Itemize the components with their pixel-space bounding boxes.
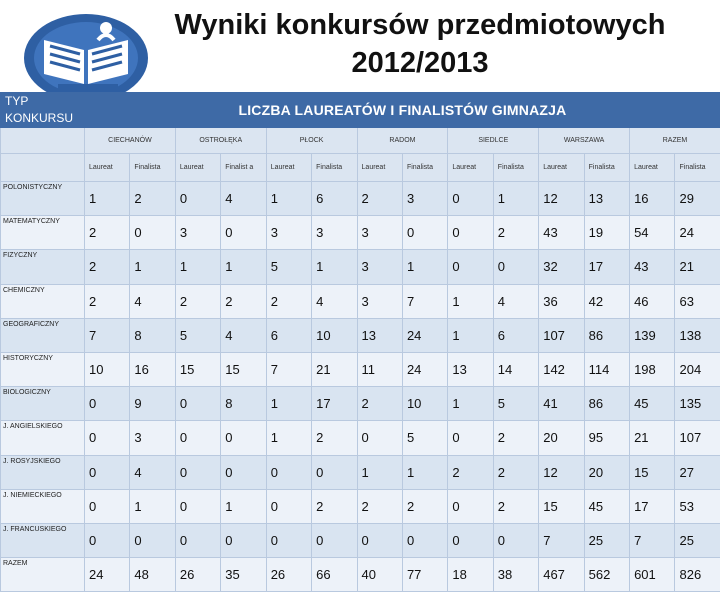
table-cell: 0: [448, 182, 493, 216]
table-cell: 3: [175, 216, 220, 250]
table-cell: 2: [130, 182, 175, 216]
row-label: J. ROSYJSKIEGO: [1, 455, 85, 489]
table-cell: 26: [266, 558, 311, 592]
sub-header-cell: Laureat: [175, 154, 220, 182]
title-line-2: 2012/2013: [160, 44, 680, 82]
table-cell: 107: [675, 421, 720, 455]
table-row: [1, 250, 720, 284]
table-cell: 826: [675, 558, 720, 592]
table-cell: 0: [221, 455, 266, 489]
district-header: RADOM: [357, 128, 448, 154]
table-cell: 15: [630, 455, 675, 489]
table-cell: 41: [539, 387, 584, 421]
table-cell: 13: [584, 182, 629, 216]
table-row: [1, 182, 720, 216]
row-label: MATEMATYCZNY: [1, 216, 85, 250]
table-cell: 0: [448, 250, 493, 284]
table-cell: 21: [630, 421, 675, 455]
table-cell: 10: [402, 387, 447, 421]
table-cell: 0: [266, 455, 311, 489]
table-cell: 2: [85, 284, 130, 318]
sub-header-cell: Laureat: [539, 154, 584, 182]
table-cell: 0: [266, 489, 311, 523]
row-label: HISTORYCZNY: [1, 352, 85, 386]
table-cell: 66: [312, 558, 357, 592]
sub-header-cell: Laureat: [266, 154, 311, 182]
sub-header-cell: Finalista: [675, 154, 720, 182]
table-cell: 0: [312, 523, 357, 557]
table-cell: 0: [221, 216, 266, 250]
table-body: [1, 182, 720, 592]
table-cell: 35: [221, 558, 266, 592]
table-cell: 7: [402, 284, 447, 318]
table-cell: 86: [584, 318, 629, 352]
table-cell: 4: [130, 284, 175, 318]
table-cell: 38: [493, 558, 538, 592]
district-header: PŁOCK: [266, 128, 357, 154]
table-cell: 46: [630, 284, 675, 318]
district-header: WARSZAWA: [539, 128, 630, 154]
table-cell: 12: [539, 182, 584, 216]
table-cell: 2: [85, 250, 130, 284]
sub-header-cell: Laureat: [85, 154, 130, 182]
sub-header-cell: Finalista: [130, 154, 175, 182]
table-cell: 15: [175, 352, 220, 386]
table-cell: 5: [175, 318, 220, 352]
table-cell: 138: [675, 318, 720, 352]
table-row: [1, 523, 720, 557]
table-cell: 17: [630, 489, 675, 523]
table-cell: 198: [630, 352, 675, 386]
row-label: GEOGRAFICZNY: [1, 318, 85, 352]
table-row: [1, 421, 720, 455]
table-cell: 0: [221, 523, 266, 557]
typ-konkursu-header: [1, 93, 85, 128]
table-cell: 1: [448, 387, 493, 421]
table-cell: 0: [175, 455, 220, 489]
table-cell: 13: [357, 318, 402, 352]
table-cell: 16: [130, 352, 175, 386]
table-cell: 1: [312, 250, 357, 284]
table-cell: 1: [448, 318, 493, 352]
table-cell: 27: [675, 455, 720, 489]
table-cell: 0: [85, 421, 130, 455]
table-cell: 2: [312, 489, 357, 523]
table-cell: 14: [493, 352, 538, 386]
table-cell: 0: [312, 455, 357, 489]
table-cell: 25: [675, 523, 720, 557]
sub-header-cell: Finalista: [584, 154, 629, 182]
district-header: CIECHANÓW: [85, 128, 176, 154]
table-cell: 13: [448, 352, 493, 386]
table-row: [1, 284, 720, 318]
table-cell: 95: [584, 421, 629, 455]
table-cell: 6: [266, 318, 311, 352]
district-row: [1, 128, 720, 154]
table-cell: 5: [402, 421, 447, 455]
table-cell: 24: [402, 318, 447, 352]
table-cell: 3: [130, 421, 175, 455]
table-row: [1, 558, 720, 592]
table-cell: 4: [221, 182, 266, 216]
table-cell: 11: [357, 352, 402, 386]
table-cell: 6: [493, 318, 538, 352]
row-label: BIOLOGICZNY: [1, 387, 85, 421]
table-row: [1, 489, 720, 523]
table-cell: 2: [357, 387, 402, 421]
table-cell: 1: [493, 182, 538, 216]
sub-header-row: [1, 154, 720, 182]
table-cell: 0: [85, 455, 130, 489]
sub-header-cell: Finalista: [312, 154, 357, 182]
table-cell: 1: [175, 250, 220, 284]
table-cell: 45: [630, 387, 675, 421]
table-cell: 0: [85, 387, 130, 421]
typ-line-2: KONKURSU: [5, 110, 84, 127]
table-cell: 3: [357, 284, 402, 318]
table-cell: 1: [357, 455, 402, 489]
table-cell: 2: [85, 216, 130, 250]
table-cell: 45: [584, 489, 629, 523]
page-title: [160, 6, 680, 82]
table-cell: 0: [130, 523, 175, 557]
table-cell: 26: [175, 558, 220, 592]
table-cell: 0: [493, 250, 538, 284]
table-cell: 0: [402, 523, 447, 557]
table-title-row: [1, 93, 720, 128]
table-row: [1, 352, 720, 386]
table-cell: 2: [448, 455, 493, 489]
table-cell: 562: [584, 558, 629, 592]
table-cell: 0: [175, 387, 220, 421]
table-cell: 2: [493, 455, 538, 489]
title-line-1: Wyniki konkursów przedmiotowych: [160, 6, 680, 44]
table-cell: 0: [175, 489, 220, 523]
table-cell: 0: [175, 523, 220, 557]
table-cell: 0: [448, 421, 493, 455]
table-cell: 19: [584, 216, 629, 250]
table-cell: 467: [539, 558, 584, 592]
table-cell: 0: [85, 523, 130, 557]
table-cell: 2: [312, 421, 357, 455]
table-cell: 16: [630, 182, 675, 216]
table-cell: 25: [584, 523, 629, 557]
table-cell: 20: [539, 421, 584, 455]
table-cell: 135: [675, 387, 720, 421]
table-cell: 2: [175, 284, 220, 318]
table-cell: 17: [312, 387, 357, 421]
row-label: FIZYCZNY: [1, 250, 85, 284]
sub-header-cell: Laureat: [630, 154, 675, 182]
table-cell: 4: [130, 455, 175, 489]
table-cell: 0: [357, 421, 402, 455]
table-cell: 0: [448, 523, 493, 557]
table-cell: 40: [357, 558, 402, 592]
table-cell: 3: [402, 182, 447, 216]
table-cell: 42: [584, 284, 629, 318]
results-table: [0, 92, 720, 592]
table-cell: 0: [402, 216, 447, 250]
district-header: RAZEM: [630, 128, 720, 154]
table-cell: 43: [539, 216, 584, 250]
table-cell: 18: [448, 558, 493, 592]
table-cell: 1: [266, 421, 311, 455]
table-cell: 32: [539, 250, 584, 284]
row-label: RAZEM: [1, 558, 85, 592]
table-cell: 204: [675, 352, 720, 386]
table-cell: 2: [357, 182, 402, 216]
table-cell: 601: [630, 558, 675, 592]
table-cell: 7: [85, 318, 130, 352]
table-cell: 1: [130, 250, 175, 284]
table-row: [1, 387, 720, 421]
table-cell: 0: [493, 523, 538, 557]
table-cell: 3: [357, 216, 402, 250]
table-cell: 9: [130, 387, 175, 421]
table-cell: 0: [85, 489, 130, 523]
table-cell: 1: [402, 250, 447, 284]
table-cell: 10: [312, 318, 357, 352]
table-cell: 21: [312, 352, 357, 386]
table-cell: 3: [357, 250, 402, 284]
sub-header-empty: [1, 154, 85, 182]
row-label: POLONISTYCZNY: [1, 182, 85, 216]
table-cell: 107: [539, 318, 584, 352]
row-label: CHEMICZNY: [1, 284, 85, 318]
sub-header-cell: Laureat: [448, 154, 493, 182]
table-cell: 15: [221, 352, 266, 386]
table-cell: 17: [584, 250, 629, 284]
table-row: [1, 455, 720, 489]
sub-header-cell: Finalista: [493, 154, 538, 182]
table-row: [1, 216, 720, 250]
table-cell: 63: [675, 284, 720, 318]
row-label: J. FRANCUSKIEGO: [1, 523, 85, 557]
table-cell: 0: [266, 523, 311, 557]
sub-header-cell: Laureat: [357, 154, 402, 182]
table-cell: 43: [630, 250, 675, 284]
table-cell: 0: [448, 489, 493, 523]
table-cell: 6: [312, 182, 357, 216]
table-cell: 1: [402, 455, 447, 489]
table-cell: 1: [448, 284, 493, 318]
table-cell: 1: [266, 387, 311, 421]
table-cell: 5: [266, 250, 311, 284]
table-cell: 48: [130, 558, 175, 592]
table-row: [1, 318, 720, 352]
table-cell: 54: [630, 216, 675, 250]
table-cell: 1: [130, 489, 175, 523]
table-cell: 5: [493, 387, 538, 421]
table-cell: 2: [402, 489, 447, 523]
table-cell: 77: [402, 558, 447, 592]
book-logo-icon: [14, 0, 154, 92]
table-cell: 1: [85, 182, 130, 216]
district-header: OSTROŁĘKA: [175, 128, 266, 154]
slide-header: [0, 0, 720, 92]
sub-header-cell: Finalista: [402, 154, 447, 182]
table-cell: 7: [266, 352, 311, 386]
table-cell: 29: [675, 182, 720, 216]
sub-header-cell: Finalist a: [221, 154, 266, 182]
table-cell: 15: [539, 489, 584, 523]
table-cell: 53: [675, 489, 720, 523]
table-cell: 0: [130, 216, 175, 250]
table-cell: 24: [85, 558, 130, 592]
table-cell: 2: [493, 216, 538, 250]
district-header-empty: [1, 128, 85, 154]
table-cell: 20: [584, 455, 629, 489]
typ-line-1: TYP: [5, 93, 84, 110]
table-cell: 86: [584, 387, 629, 421]
table-cell: 10: [85, 352, 130, 386]
table-main-title: LICZBA LAUREATÓW I FINALISTÓW GIMNAZJA: [85, 93, 720, 128]
table-cell: 3: [266, 216, 311, 250]
table-cell: 139: [630, 318, 675, 352]
table-cell: 2: [493, 489, 538, 523]
table-cell: 12: [539, 455, 584, 489]
table-cell: 1: [266, 182, 311, 216]
row-label: J. NIEMIECKIEGO: [1, 489, 85, 523]
table-cell: 4: [493, 284, 538, 318]
table-cell: 142: [539, 352, 584, 386]
table-cell: 24: [675, 216, 720, 250]
table-cell: 3: [312, 216, 357, 250]
table-cell: 2: [493, 421, 538, 455]
table-cell: 0: [448, 216, 493, 250]
table-cell: 4: [221, 318, 266, 352]
table-cell: 1: [221, 489, 266, 523]
table-cell: 24: [402, 352, 447, 386]
table-cell: 8: [221, 387, 266, 421]
table-cell: 0: [357, 523, 402, 557]
table-cell: 21: [675, 250, 720, 284]
table-cell: 2: [266, 284, 311, 318]
district-header: SIEDLCE: [448, 128, 539, 154]
table-cell: 8: [130, 318, 175, 352]
table-cell: 114: [584, 352, 629, 386]
table-cell: 7: [630, 523, 675, 557]
row-label: J. ANGIELSKIEGO: [1, 421, 85, 455]
table-cell: 2: [221, 284, 266, 318]
table-cell: 0: [175, 421, 220, 455]
table-cell: 36: [539, 284, 584, 318]
table-cell: 7: [539, 523, 584, 557]
table-cell: 1: [221, 250, 266, 284]
table-cell: 0: [175, 182, 220, 216]
table-cell: 2: [357, 489, 402, 523]
table-cell: 4: [312, 284, 357, 318]
table-cell: 0: [221, 421, 266, 455]
